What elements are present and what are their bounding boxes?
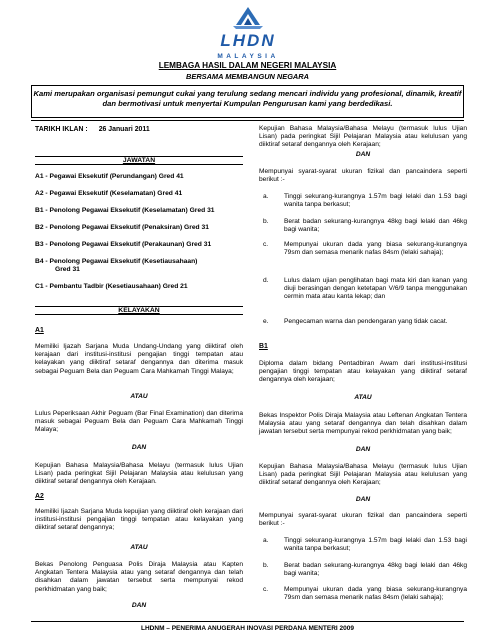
list-item xyxy=(263,218,467,235)
list-marker: e. xyxy=(263,318,269,325)
position-item: C1 - Pembantu Tadbir (Kesetiausahaan) Gred 21 xyxy=(35,283,188,290)
list-text: Pengecaman warna dan pendengaran yang tidak cacat. xyxy=(284,318,448,325)
date-value: 26 Januari 2011 xyxy=(98,126,150,133)
org-tagline: BERSAMA MEMBANGUN NEGARA xyxy=(186,72,309,81)
separator-dan: DAN xyxy=(131,602,147,609)
footer-text: LHDNM – PENERIMA ANUGERAH INOVASI PERDANA MENTERI 2009 xyxy=(141,625,354,632)
separator-dan: DAN xyxy=(355,151,371,158)
separator-atau: ATAU xyxy=(354,394,372,401)
list-item xyxy=(263,318,467,335)
section-label-b1: B1 xyxy=(259,343,268,350)
list-item xyxy=(263,241,467,266)
lhdn-logo xyxy=(211,5,285,61)
mission-box: Kami merupakan organisasi pemungut cukai yang terulung sedang mencari individu yang profesional, dinamik, kreatif dan bermotivasi untuk menyertai Kumpulan Pengurusan kami yang berdedikasi. xyxy=(31,85,464,118)
section-label-a2: A2 xyxy=(35,493,44,500)
kelayakan-header-label: KELAYAKAN xyxy=(118,307,160,314)
list-item xyxy=(263,586,467,611)
list-text: Tinggi sekurang-kurangnya 1.57m bagi lelaki dan 1.53 bagi wanita tanpa berkasut; xyxy=(284,537,467,553)
paragraph: Diploma dalam bidang Pentadbiran Awam dari institusi-institusi pengajian tinggi tempatan atau kelayakan yang diiktiraf setaraf dengannya oleh kerajaan; xyxy=(259,360,467,384)
kelayakan-header xyxy=(35,306,243,315)
paragraph: Bekas Inspektor Polis Diraja Malaysia atau Leftenan Angkatan Tentera Malaysia atau yang setaraf dengannya dan telah disahkan dalam jawatan tersebut serta mempunyai rekod perkhidmatan yang baik; xyxy=(259,412,467,436)
paragraph: Memiliki Ijazah Sarjana Muda Undang-Undang yang diiktiraf oleh kerajaan dari institusi-institusi pengajian tinggi tempatan atau kelayakan yang diiktiraf setaraf dengannya dan diterima masuk sebagai Peguam Bela dan Peguam Cara Mahkamah Tinggi Malaya; xyxy=(35,343,243,375)
list-text: Mempunyai ukuran dada yang biasa sekurang-kurangnya 79sm dan semasa menarik nafas 84sm (lelaki sahaja); xyxy=(284,586,467,602)
jawatan-header xyxy=(35,156,243,165)
separator-atau: ATAU xyxy=(130,393,148,400)
position-item: B4 - Penolong Pegawai Eksekutif (Kesetiausahaan) xyxy=(35,258,198,265)
svg-text:MALAYSIA: MALAYSIA xyxy=(217,53,279,60)
position-item: A1 - Pegawai Eksekutif (Perundangan) Gred 41 xyxy=(35,173,184,180)
list-item xyxy=(263,562,467,579)
list-marker: c. xyxy=(263,586,269,593)
section-label-a1: A1 xyxy=(35,327,44,334)
list-item xyxy=(263,277,467,311)
list-text: Berat badan sekurang-kurangnya 48kg bagi lelaki dan 46kg bagi wanita; xyxy=(284,218,467,234)
separator-atau: ATAU xyxy=(130,544,148,551)
list-marker: a. xyxy=(263,193,269,200)
list-item xyxy=(263,537,467,554)
ad-date xyxy=(35,126,150,133)
paragraph: Kepujian Bahasa Malaysia/Bahasa Melayu (termasuk lulus Ujian Lisan) pada peringkat Sijil Pelajaran Malaysia atau kelulusan yang diiktiraf setaraf dengannya oleh Kerajaan. xyxy=(35,462,243,486)
date-label: TARIKH IKLAN : xyxy=(35,126,88,133)
footer-divider xyxy=(31,621,464,622)
position-item: B2 - Penolong Pegawai Eksekutif (Penaksiran) Gred 31 xyxy=(35,224,209,231)
paragraph: Mempunyai syarat-syarat ukuran fizikal dan pancaindera seperti berikut :- xyxy=(259,512,467,528)
paragraph: Memiliki Ijazah Sarjana Muda kepujian yang diiktiraf oleh kerajaan dari institusi-institusi pengajian tinggi tempatan atau kelayakan yang diiktiraf setaraf dengannya; xyxy=(35,508,243,532)
position-item: B1 - Penolong Pegawai Eksekutif (Keselamatan) Gred 31 xyxy=(35,207,215,214)
paragraph: Kepujian Bahasa Malaysia/Bahasa Melayu (termasuk lulus Ujian Lisan) pada peringkat Sijil Pelajaran Malaysia atau kelulusan yang diiktiraf setaraf dengannya oleh Kerajaan; xyxy=(259,463,467,487)
list-text: Mempunyai ukuran dada yang biasa sekurang-kurangnya 79sm dan semasa menarik nafas 84sm (lelaki sahaja); xyxy=(284,241,467,257)
paragraph: Kepujian Bahasa Malaysia/Bahasa Melayu (termasuk lulus Ujian Lisan) pada peringkat Sijil Pelajaran Malaysia atau kelulusan yang diiktiraf setaraf dengannya oleh Kerajaan; xyxy=(259,125,467,149)
separator-dan: DAN xyxy=(355,446,371,453)
separator-dan: DAN xyxy=(131,444,147,451)
paragraph: Bekas Penolong Penguasa Polis Diraja Malaysia atau Kapten Angkatan Tentera Malaysia atau yang setaraf dengannya dan telah disahkan dalam jawatan tersebut serta mempunyai rekod perkhidmatan yang baik; xyxy=(35,561,243,593)
list-marker: b. xyxy=(263,218,269,225)
position-item: B3 - Penolong Pegawai Eksekutif (Perakaunan) Gred 31 xyxy=(35,241,212,248)
list-item xyxy=(263,193,467,210)
list-text: Lulus dalam ujian penglihatan bagi mata kiri dan kanan yang diuji berasingan dengan ketetapan V/6/9 tanpa menggunakan cermin mata atau kanta lekap; dan xyxy=(284,277,467,301)
svg-text:LHDN: LHDN xyxy=(220,31,276,50)
paragraph: Lulus Peperiksaan Akhir Peguam (Bar Final Examination) dan diterima masuk sebagai Peguam Bela dan Peguam Cara Mahkamah Tinggi Malaya; xyxy=(35,410,243,434)
position-item: A2 - Pegawai Eksekutif (Keselamatan) Gred 41 xyxy=(35,190,183,197)
list-text: Berat badan sekurang-kurangnya 48kg bagi lelaki dan 46kg bagi wanita; xyxy=(284,562,467,578)
list-text: Tinggi sekurang-kurangnya 1.57m bagi lelaki dan 1.53 bagi wanita tanpa berkasut; xyxy=(284,193,467,209)
divider xyxy=(31,120,464,121)
jawatan-header-label: JAWATAN xyxy=(122,157,156,164)
paragraph: Mempunyai syarat-syarat ukuran fizikal dan pancaindera seperti berikut :- xyxy=(259,168,467,184)
list-marker: b. xyxy=(263,562,269,569)
list-marker: c. xyxy=(263,241,269,248)
org-name: LEMBAGA HASIL DALAM NEGERI MALAYSIA xyxy=(158,61,337,70)
separator-dan: DAN xyxy=(355,496,371,503)
list-marker: d. xyxy=(263,277,269,284)
list-marker: a. xyxy=(263,537,269,544)
position-item: Gred 31 xyxy=(55,266,80,273)
